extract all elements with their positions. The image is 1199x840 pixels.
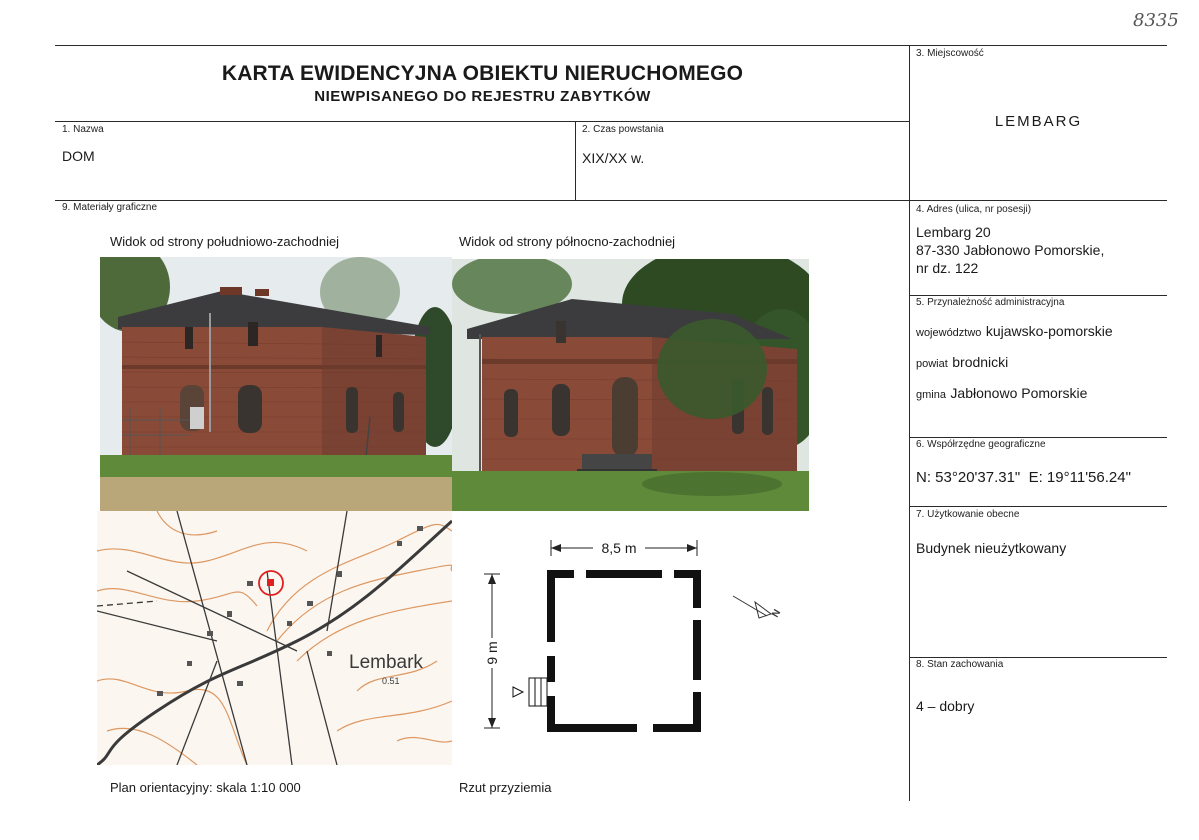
map-place-label: Lembark — [349, 652, 423, 673]
commune-prefix: gmina — [916, 389, 946, 401]
document-subtitle: NIEWPISANEGO DO REJESTRU ZABYTKÓW — [314, 88, 651, 105]
voivodeship-row — [916, 323, 1113, 341]
divider-4-5 — [910, 295, 1167, 296]
usage-value: Budynek nieużytkowany — [916, 540, 1067, 556]
ground-floor-plan — [455, 530, 795, 745]
locality-value: LEMBARG — [994, 113, 1083, 130]
locality-label: 3. Miejscowość — [916, 48, 984, 59]
map-elevation-label: 0.51 — [382, 676, 400, 686]
address-label: 4. Adres (ulica, nr posesji) — [916, 204, 1032, 215]
divider-7-8 — [910, 657, 1167, 658]
name-value: DOM — [62, 148, 95, 164]
north-arrow-label: N — [770, 607, 784, 620]
map-caption: Plan orientacyjny: skala 1:10 000 — [110, 780, 301, 795]
photo-northwest-view — [452, 259, 809, 511]
photo2-caption: Widok od strony północno-zachodniej — [459, 234, 676, 249]
period-value: XIX/XX w. — [582, 150, 645, 166]
divider-6-7 — [910, 506, 1167, 507]
voivodeship-value: kujawsko-pomorskie — [985, 323, 1113, 339]
address-line3: nr dz. 122 — [916, 260, 979, 276]
right-column-divider — [909, 45, 910, 801]
archive-number: 8335 — [1133, 10, 1179, 31]
county-prefix: powiat — [916, 358, 948, 370]
section-divider — [55, 200, 1167, 201]
commune-value: Jabłonowo Pomorskie — [950, 385, 1088, 401]
address-line1: Lembarg 20 — [916, 224, 991, 240]
condition-label: 8. Stan zachowania — [916, 659, 1004, 670]
plan-depth-label: 9 m — [484, 641, 500, 665]
county-value: brodnicki — [952, 354, 1009, 370]
commune-row — [916, 385, 1087, 403]
plan-width-label: 8,5 m — [601, 540, 637, 556]
address-line2: 87-330 Jabłonowo Pomorskie, — [916, 242, 1105, 258]
divider-5-6 — [910, 437, 1167, 438]
admin-label: 5. Przynależność administracyjna — [916, 297, 1065, 308]
document-title: KARTA EWIDENCYJNA OBIEKTU NIERUCHOMEGO — [221, 62, 744, 85]
top-border — [55, 45, 1167, 46]
county-row — [916, 354, 1008, 372]
voivodeship-prefix: województwo — [916, 327, 982, 339]
orientation-map — [97, 511, 452, 765]
photo-southwest-view — [100, 257, 452, 511]
name-label: 1. Nazwa — [62, 124, 104, 135]
graphics-label: 9. Materiały graficzne — [62, 202, 158, 213]
usage-label: 7. Użytkowanie obecne — [916, 509, 1020, 520]
name-period-divider — [575, 121, 576, 200]
plan-caption: Rzut przyziemia — [459, 780, 552, 795]
photo1-caption: Widok od strony południowo-zachodniej — [110, 234, 340, 249]
coords-label: 6. Współrzędne geograficzne — [916, 439, 1046, 450]
coords-value: N: 53°20'37.31" E: 19°11'56.24" — [916, 469, 1131, 486]
condition-value: 4 – dobry — [916, 698, 975, 714]
period-label: 2. Czas powstania — [582, 124, 664, 135]
header-divider — [55, 121, 910, 122]
